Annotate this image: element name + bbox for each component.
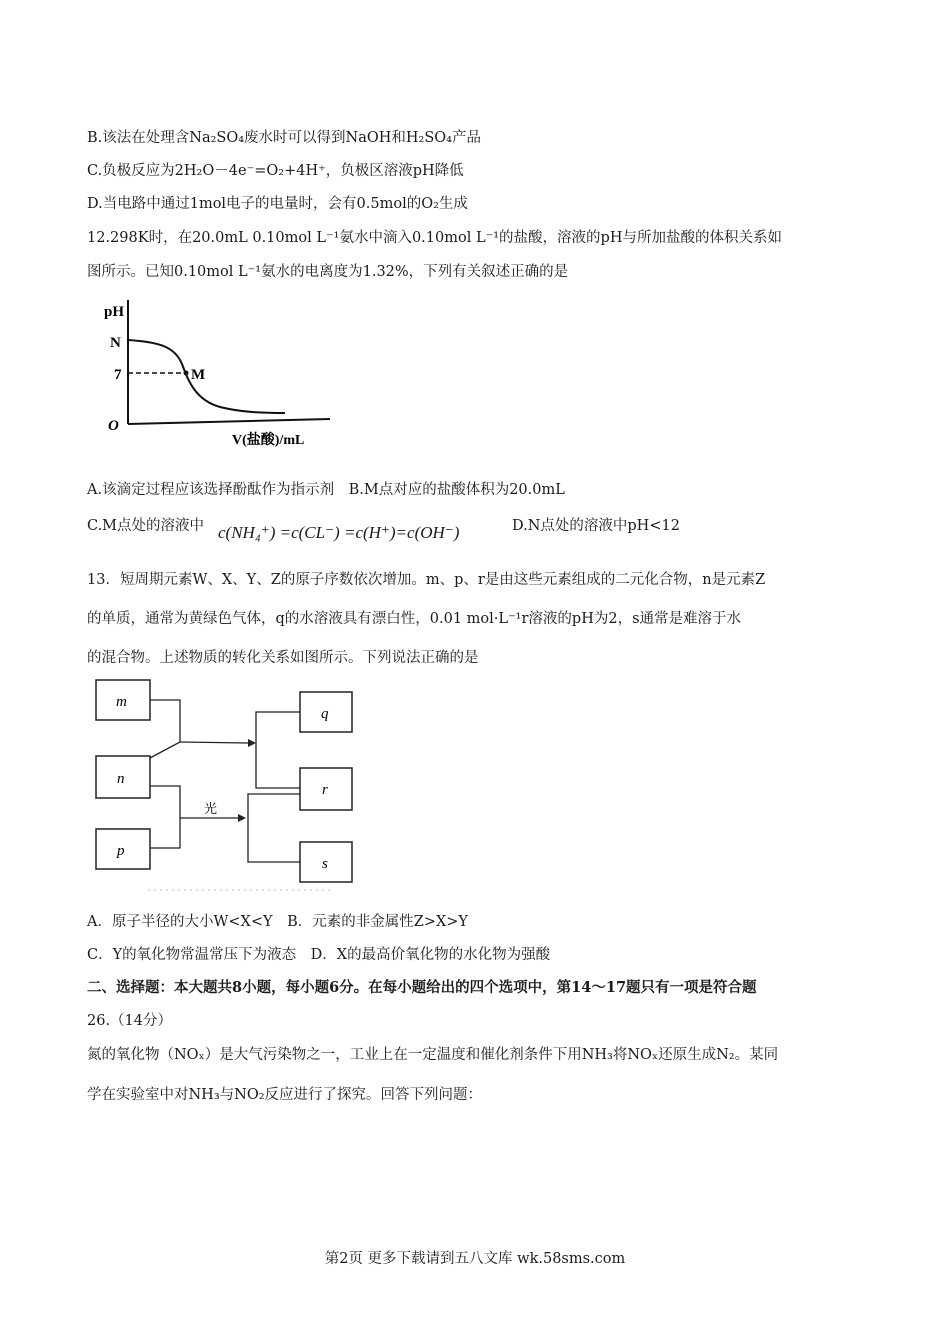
q11-option-d: D.当电路中通过1mol电子的电量时，会有0.5mol的O₂生成 bbox=[87, 196, 468, 212]
q12-stem-line1: 12.298K时，在20.0mL 0.10mol L⁻¹氨水中滴入0.10mol L⁻¹的盐酸，溶液的pH与所加盐酸的体积关系如 bbox=[87, 230, 782, 246]
q13-option-ab: A．原子半径的大小W<X<Y B．元素的非金属性Z>X>Y bbox=[87, 914, 468, 930]
q11-option-b: B.该法在处理含Na₂SO₄废水时可以得到NaOH和H₂SO₄产品 bbox=[87, 130, 481, 146]
graph-x-axis bbox=[128, 419, 330, 424]
q13-stem-line2: 的单质，通常为黄绿色气体，q的水溶液具有漂白性，0.01 mol·L⁻¹r溶液的pH为2，s通常是难溶于水 bbox=[87, 611, 742, 627]
section2-heading: 二、选择题：本大题共8小题，每小题6分。在每小题给出的四个选项中，第14～17题只有一项是符合题 bbox=[87, 979, 757, 996]
box-p-label: p bbox=[117, 843, 125, 859]
arrow-label-light: 光 bbox=[204, 801, 218, 816]
box-n-label: n bbox=[117, 771, 125, 787]
box-s-label: s bbox=[322, 856, 328, 872]
q13-option-cd: C．Y的氧化物常温常压下为液态 D．X的最高价氧化物的水化物为强酸 bbox=[87, 947, 551, 963]
q26-para-line1: 氮的氧化物（NOₓ）是大气污染物之一，工业上在一定温度和催化剂条件下用NH₃将NOₓ还原生成N₂。某同 bbox=[87, 1047, 779, 1063]
arrow-upper bbox=[180, 742, 248, 743]
q26-para-line2: 学在实验室中对NH₃与NO₂反应进行了探究。回答下列问题： bbox=[87, 1087, 483, 1103]
connector-r-s-lower bbox=[248, 794, 300, 862]
q12-stem-line2: 图所示。已知0.10mol L⁻¹氨水的电离度为1.32%，下列有关叙述正确的是 bbox=[87, 264, 569, 280]
q13-stem-line3: 的混合物。上述物质的转化关系如图所示。下列说法正确的是 bbox=[87, 650, 479, 666]
graph-y-label: pH bbox=[104, 304, 125, 320]
graph-point-m bbox=[184, 371, 189, 376]
graph-label-n: N bbox=[110, 335, 121, 351]
connector-q-r-upper bbox=[256, 712, 300, 788]
graph-label-7: 7 bbox=[114, 367, 122, 383]
arrow-upper-head bbox=[248, 739, 256, 747]
page-footer: 第2页 更多下载请到五八文库 wk.58sms.com bbox=[324, 1251, 626, 1267]
q12-option-c-prefix: C.M点处的溶液中 bbox=[87, 518, 205, 534]
graph-ph-curve bbox=[128, 340, 285, 413]
arrow-lower-head bbox=[238, 814, 246, 822]
titration-curve-graph bbox=[90, 292, 350, 452]
q13-stem-line1: 13．短周期元素W、X、Y、Z的原子序数依次增加。m、p、r是由这些元素组成的二元化合物，n是元素Z bbox=[87, 572, 766, 588]
connector-m-n-upper bbox=[150, 700, 180, 758]
graph-x-label: V(盐酸)/mL bbox=[232, 433, 305, 448]
q12-option-ab: A.该滴定过程应该选择酚酞作为指示剂 B.M点对应的盐酸体积为20.0mL bbox=[87, 482, 565, 498]
q12-option-c-formula: c(NH₄⁺) =c(CL⁻) =c(H⁺)=c(OH⁻) bbox=[218, 523, 460, 542]
q26-title: 26.（14分） bbox=[87, 1013, 173, 1029]
box-m-label: m bbox=[116, 694, 127, 710]
box-q-label: q bbox=[321, 706, 329, 722]
graph-label-origin: O bbox=[108, 418, 119, 434]
conversion-diagram bbox=[88, 676, 363, 896]
q12-option-d: D.N点处的溶液中pH<12 bbox=[512, 518, 680, 534]
graph-label-m: M bbox=[191, 367, 206, 383]
q11-option-c: C.负极反应为2H₂O－4e⁻=O₂+4H⁺，负极区溶液pH降低 bbox=[87, 163, 464, 179]
connector-n-p-lower bbox=[150, 786, 180, 848]
box-r-label: r bbox=[322, 782, 328, 798]
